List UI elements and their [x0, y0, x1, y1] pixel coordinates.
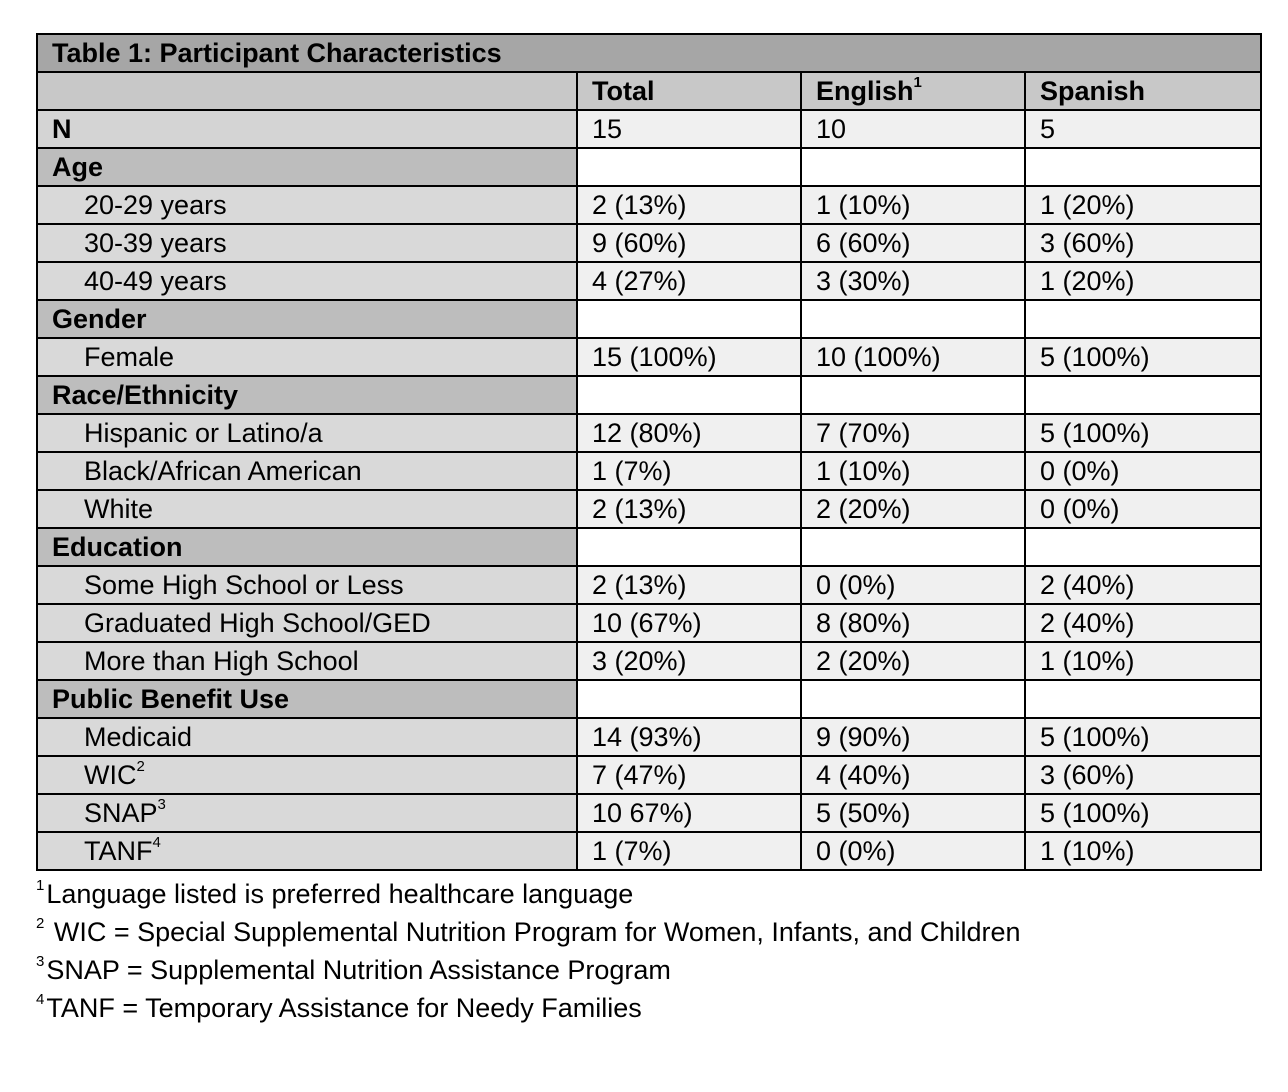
cell-text: 2 (20%) [816, 646, 911, 676]
row-label [37, 452, 577, 490]
cell-text: 15 [592, 114, 623, 144]
cell-spanish [1025, 604, 1261, 642]
cell-text: 20-29 years [84, 190, 227, 220]
cell-english [801, 794, 1025, 832]
footnotes [36, 875, 1260, 1027]
footnote-marker: 1 [913, 74, 922, 91]
footnote-text: SNAP = Supplemental Nutrition Assistance Program [46, 955, 671, 985]
footnote-text: TANF = Temporary Assistance for Needy Families [46, 993, 642, 1023]
cell-total [577, 186, 801, 224]
section-heading [37, 376, 577, 414]
table-row-white [37, 490, 1261, 528]
section-row-gender [37, 300, 1261, 338]
cell-text: Race/Ethnicity [52, 380, 239, 410]
table-title-row [37, 34, 1261, 72]
cell-spanish [1025, 262, 1261, 300]
cell-text: 2 (13%) [592, 570, 687, 600]
row-label [37, 642, 577, 680]
footnote-text: WIC = Special Supplemental Nutrition Program for Women, Infants, and Children [46, 917, 1021, 947]
cell-total [577, 452, 801, 490]
row-label [37, 338, 577, 376]
participant-characteristics-document [36, 33, 1260, 1027]
cell-text: 1 (7%) [592, 456, 672, 486]
cell-english [801, 148, 1025, 186]
cell-spanish [1025, 186, 1261, 224]
cell-text: 2 (20%) [816, 494, 911, 524]
table-row-graduated-high-school-ged [37, 604, 1261, 642]
cell-text: Age [52, 152, 104, 182]
cell-text: 2 (40%) [1040, 608, 1135, 638]
cell-text: 2 (40%) [1040, 570, 1135, 600]
cell-text: 1 (10%) [1040, 646, 1135, 676]
cell-text: 10 (100%) [816, 342, 941, 372]
column-header-spanish [1025, 72, 1261, 110]
participant-characteristics-table [36, 33, 1262, 871]
table-row-20-29-years [37, 186, 1261, 224]
cell-text: 6 (60%) [816, 228, 911, 258]
cell-spanish [1025, 680, 1261, 718]
cell-text: 12 (80%) [592, 418, 702, 448]
cell-english [801, 756, 1025, 794]
cell-total [577, 490, 801, 528]
cell-spanish [1025, 642, 1261, 680]
cell-text: 40-49 years [84, 266, 227, 296]
cell-text: 0 (0%) [816, 570, 896, 600]
cell-total [577, 604, 801, 642]
footnote-number: 2 [36, 915, 45, 932]
cell-text: 15 (100%) [592, 342, 717, 372]
cell-total [577, 794, 801, 832]
cell-text: 3 (20%) [592, 646, 687, 676]
cell-text: 5 (50%) [816, 798, 911, 828]
footnote-number: 4 [36, 991, 45, 1008]
cell-text: 5 (100%) [1040, 798, 1150, 828]
cell-total [577, 338, 801, 376]
cell-text: Gender [52, 304, 147, 334]
cell-spanish [1025, 452, 1261, 490]
cell-total [577, 376, 801, 414]
cell-text: 10 67%) [592, 798, 693, 828]
cell-text: 30-39 years [84, 228, 227, 258]
cell-text: Spanish [1040, 76, 1146, 106]
cell-english [801, 186, 1025, 224]
table-row-hispanic-or-latino-a [37, 414, 1261, 452]
cell-text: More than High School [84, 646, 359, 676]
table-row-wic [37, 756, 1261, 794]
row-label [37, 490, 577, 528]
cell-text: 2 (13%) [592, 494, 687, 524]
table-row-snap [37, 794, 1261, 832]
table-row-30-39-years [37, 224, 1261, 262]
cell-total [577, 718, 801, 756]
cell-english [801, 528, 1025, 566]
column-header-english [801, 72, 1025, 110]
cell-text: 5 (100%) [1040, 722, 1150, 752]
cell-text: 1 (10%) [816, 456, 911, 486]
cell-total [577, 414, 801, 452]
table-row-black-african-american [37, 452, 1261, 490]
cell-english [801, 262, 1025, 300]
cell-text: 10 (67%) [592, 608, 702, 638]
cell-text: N [52, 114, 72, 144]
cell-total [577, 680, 801, 718]
table-title: Table 1: Participant Characteristics [37, 34, 1261, 72]
row-label [37, 414, 577, 452]
cell-spanish [1025, 414, 1261, 452]
cell-text: 9 (60%) [592, 228, 687, 258]
cell-text: White [84, 494, 154, 524]
footnote-2 [36, 913, 1260, 951]
table-row-medicaid [37, 718, 1261, 756]
cell-text: WIC [84, 760, 137, 790]
cell-text: 3 (30%) [816, 266, 911, 296]
cell-text: 0 (0%) [1040, 456, 1120, 486]
cell-total [577, 148, 801, 186]
footnote-marker: 4 [152, 834, 161, 851]
column-header-total [577, 72, 801, 110]
cell-text: 5 [1040, 114, 1056, 144]
row-label [37, 224, 577, 262]
table-row-n [37, 110, 1261, 148]
section-heading [37, 148, 577, 186]
footnote-marker: 3 [157, 796, 166, 813]
cell-total [577, 832, 801, 870]
cell-text: 5 (100%) [1040, 418, 1150, 448]
cell-text: Hispanic or Latino/a [84, 418, 323, 448]
cell-text: Education [52, 532, 183, 562]
cell-spanish [1025, 148, 1261, 186]
cell-text: 1 (20%) [1040, 266, 1135, 296]
cell-total [577, 642, 801, 680]
row-label [37, 718, 577, 756]
section-heading [37, 300, 577, 338]
cell-english [801, 224, 1025, 262]
cell-spanish [1025, 756, 1261, 794]
cell-text: 4 (40%) [816, 760, 911, 790]
cell-spanish [1025, 224, 1261, 262]
cell-spanish [1025, 566, 1261, 604]
cell-spanish [1025, 376, 1261, 414]
cell-english [801, 376, 1025, 414]
cell-spanish [1025, 300, 1261, 338]
footnote-text: Language listed is preferred healthcare language [46, 879, 634, 909]
cell-english [801, 414, 1025, 452]
section-row-age [37, 148, 1261, 186]
cell-text: Graduated High School/GED [84, 608, 431, 638]
row-label [37, 756, 577, 794]
cell-text: English [816, 76, 914, 106]
cell-text: 8 (80%) [816, 608, 911, 638]
table-body [37, 34, 1261, 870]
cell-english [801, 832, 1025, 870]
row-label [37, 110, 577, 148]
cell-text: 5 (100%) [1040, 342, 1150, 372]
column-header-blank [37, 72, 577, 110]
cell-total [577, 756, 801, 794]
row-label [37, 566, 577, 604]
footnote-3 [36, 951, 1260, 989]
cell-total [577, 224, 801, 262]
footnote-1 [36, 875, 1260, 913]
cell-english [801, 718, 1025, 756]
cell-text: Some High School or Less [84, 570, 404, 600]
cell-spanish [1025, 718, 1261, 756]
cell-spanish [1025, 490, 1261, 528]
cell-text: Female [84, 342, 175, 372]
cell-text: 3 (60%) [1040, 228, 1135, 258]
section-heading [37, 680, 577, 718]
footnote-number: 1 [36, 877, 45, 894]
cell-text: 0 (0%) [1040, 494, 1120, 524]
row-label [37, 186, 577, 224]
cell-text: Black/African American [84, 456, 362, 486]
table-row-some-high-school-or-less [37, 566, 1261, 604]
cell-text: Medicaid [84, 722, 193, 752]
cell-total [577, 262, 801, 300]
cell-text: 1 (7%) [592, 836, 672, 866]
row-label [37, 832, 577, 870]
cell-english [801, 490, 1025, 528]
cell-english [801, 452, 1025, 490]
cell-spanish [1025, 794, 1261, 832]
cell-text: Total [592, 76, 655, 106]
cell-text: 7 (47%) [592, 760, 687, 790]
cell-total [577, 566, 801, 604]
cell-english [801, 338, 1025, 376]
cell-text: 10 [816, 114, 847, 144]
cell-english [801, 110, 1025, 148]
table-row-female [37, 338, 1261, 376]
table-row-40-49-years [37, 262, 1261, 300]
cell-english [801, 300, 1025, 338]
footnote-4 [36, 989, 1260, 1027]
cell-total [577, 528, 801, 566]
cell-text: 2 (13%) [592, 190, 687, 220]
cell-text: 1 (20%) [1040, 190, 1135, 220]
cell-text: 14 (93%) [592, 722, 702, 752]
cell-english [801, 604, 1025, 642]
column-header-row [37, 72, 1261, 110]
cell-spanish [1025, 528, 1261, 566]
cell-spanish [1025, 832, 1261, 870]
row-label [37, 262, 577, 300]
section-row-education [37, 528, 1261, 566]
section-heading [37, 528, 577, 566]
cell-text: 7 (70%) [816, 418, 911, 448]
cell-text: 1 (10%) [1040, 836, 1135, 866]
cell-english [801, 566, 1025, 604]
section-row-race-ethnicity [37, 376, 1261, 414]
cell-english [801, 680, 1025, 718]
cell-spanish [1025, 110, 1261, 148]
footnote-number: 3 [36, 953, 45, 970]
cell-total [577, 300, 801, 338]
cell-text: Public Benefit Use [52, 684, 290, 714]
cell-text: 9 (90%) [816, 722, 911, 752]
cell-text: 4 (27%) [592, 266, 687, 296]
cell-text: 0 (0%) [816, 836, 896, 866]
cell-english [801, 642, 1025, 680]
footnote-marker: 2 [136, 758, 145, 775]
table-row-tanf [37, 832, 1261, 870]
cell-text: TANF [84, 836, 153, 866]
section-row-public-benefit-use [37, 680, 1261, 718]
row-label [37, 794, 577, 832]
row-label [37, 604, 577, 642]
table-row-more-than-high-school [37, 642, 1261, 680]
cell-spanish [1025, 338, 1261, 376]
cell-total [577, 110, 801, 148]
cell-text: 1 (10%) [816, 190, 911, 220]
cell-text: 3 (60%) [1040, 760, 1135, 790]
cell-text: SNAP [84, 798, 158, 828]
